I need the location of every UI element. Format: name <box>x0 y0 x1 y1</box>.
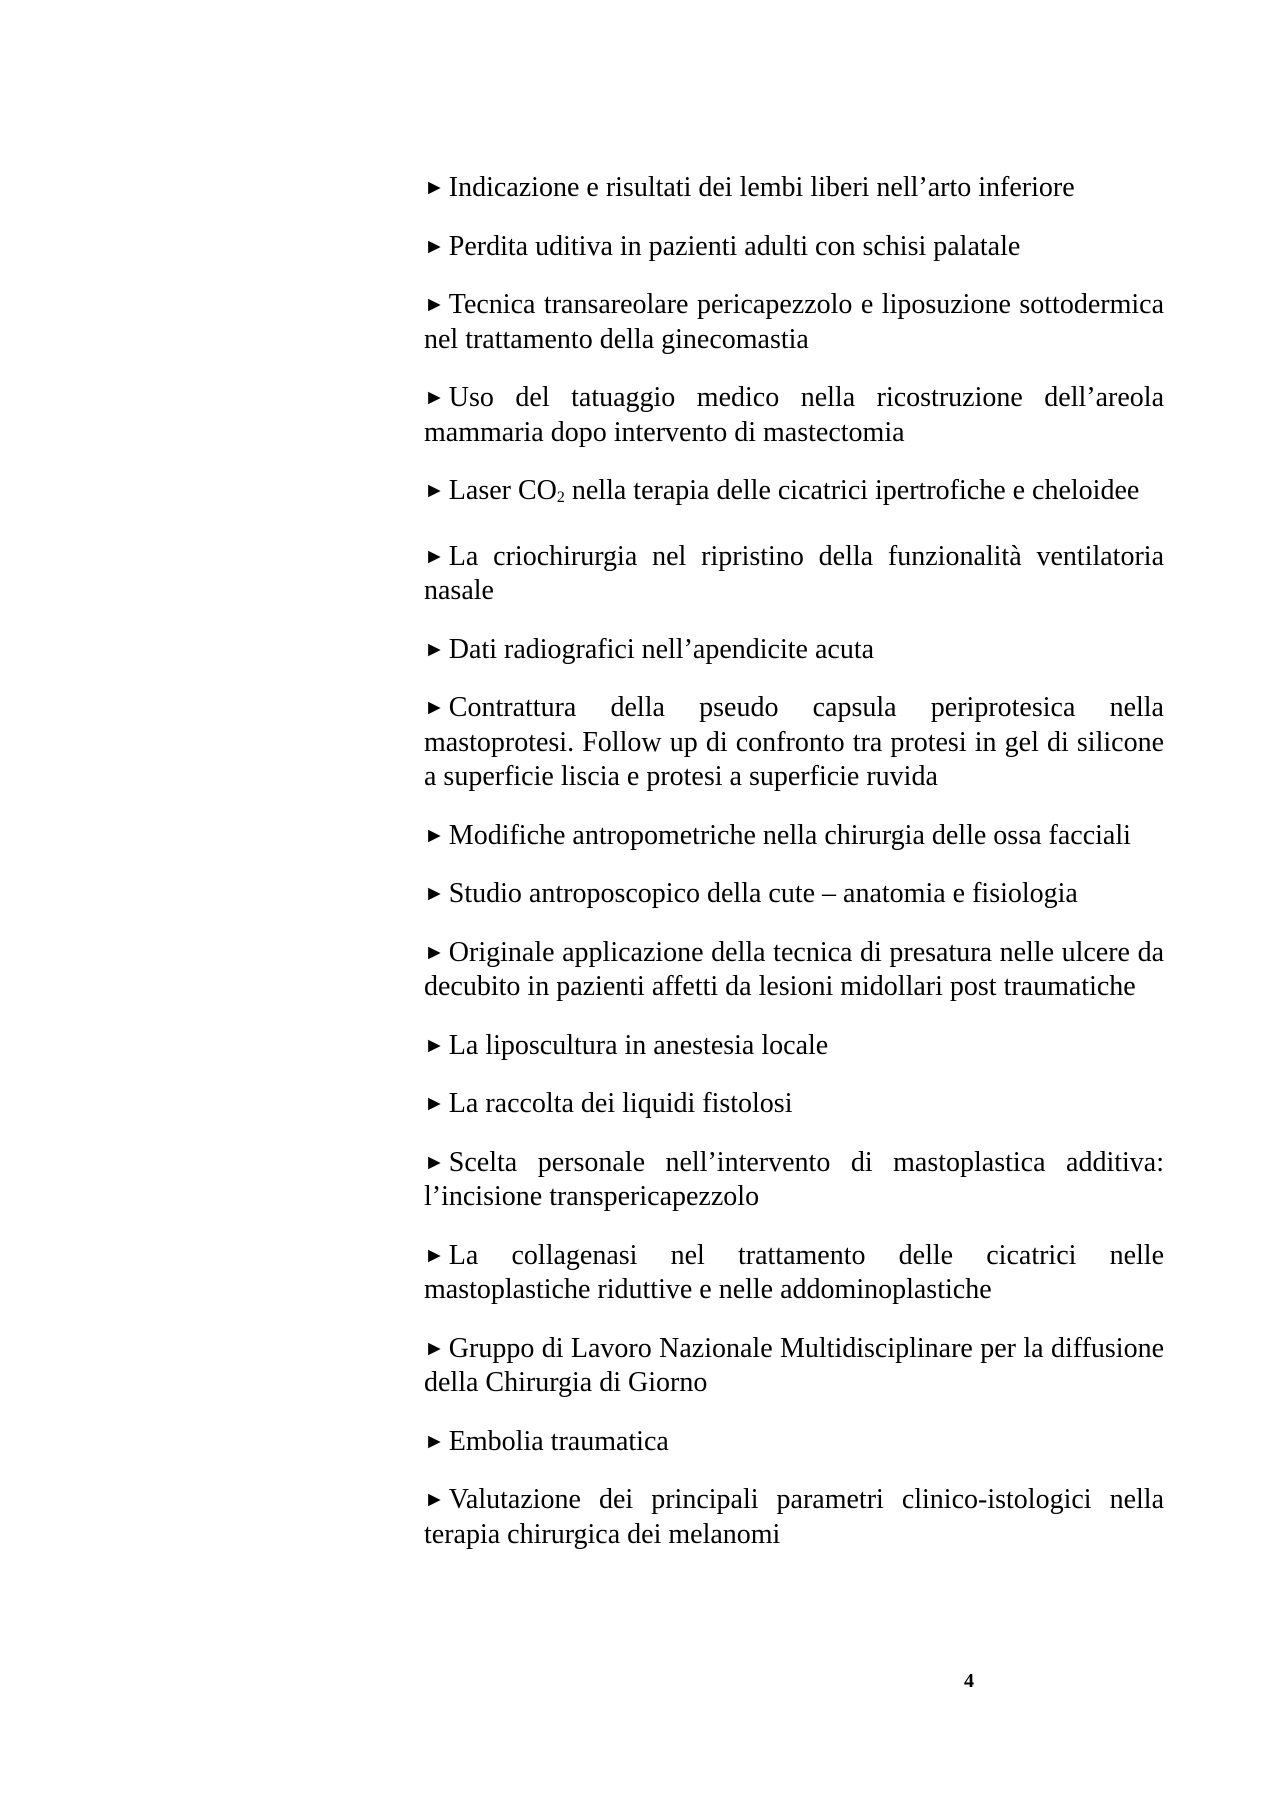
triangle-bullet-icon: ► <box>424 385 445 409</box>
list-item <box>424 1331 1164 1401</box>
list-item <box>424 1424 1164 1460</box>
list-item <box>424 876 1164 912</box>
list-item-text: Scelta personale nell’intervento di mastoplastica additiva: l’incisione transpericapezzolo <box>424 1146 1164 1212</box>
list-item-text: La liposcultura in anestesia locale <box>448 1029 829 1061</box>
triangle-bullet-icon: ► <box>424 636 445 661</box>
list-item <box>424 539 1164 609</box>
list-item-text: La raccolta dei liquidi fistolosi <box>448 1088 793 1119</box>
list-item <box>424 690 1164 795</box>
triangle-bullet-icon: ► <box>424 175 445 199</box>
list-item-text: Gruppo di Lavoro Nazionale Multidisciplinare per la diffusione della Chirurgia di Giorno <box>424 1332 1164 1398</box>
list-item-text: Laser CO <box>448 475 557 506</box>
list-item <box>424 935 1164 1005</box>
triangle-bullet-icon: ► <box>424 1335 445 1360</box>
subscript-text: 2 <box>556 489 565 506</box>
triangle-bullet-icon: ► <box>424 1242 445 1267</box>
list-item <box>424 473 1164 516</box>
triangle-bullet-icon: ► <box>424 1487 445 1511</box>
triangle-bullet-icon: ► <box>424 1428 445 1453</box>
list-item <box>424 287 1164 357</box>
list-item-text: nella terapia delle cicatrici ipertrofiche e cheloidee <box>564 475 1140 506</box>
triangle-bullet-icon: ► <box>424 1149 445 1174</box>
triangle-bullet-icon: ► <box>424 939 445 964</box>
list-item-text: Perdita uditiva in pazienti adulti con schisi palatale <box>448 230 1021 262</box>
list-item <box>424 380 1164 450</box>
triangle-bullet-icon: ► <box>424 1091 445 1115</box>
list-item <box>424 170 1164 206</box>
list-item-text: Uso del tatuaggio medico nella ricostruzione dell’areola mammaria dopo intervento di mastectomia <box>424 382 1164 448</box>
list-item <box>424 1145 1164 1215</box>
list-item-text: Studio antroposcopico della cute – anatomia e fisiologia <box>448 878 1078 909</box>
list-item <box>424 1482 1164 1552</box>
triangle-bullet-icon: ► <box>424 695 445 719</box>
triangle-bullet-icon: ► <box>424 881 445 905</box>
list-item-text: Contrattura della pseudo capsula periprotesica nella mastoprotesi. Follow up di confronto tra protesi in gel di silicone a superficie liscia e protesi a superficie ruvida <box>424 692 1164 792</box>
list-item <box>424 1028 1164 1064</box>
triangle-bullet-icon: ► <box>424 478 445 502</box>
list-item-text: Tecnica transareolare pericapezzolo e liposuzione sottodermica nel trattamento della ginecomastia <box>424 289 1164 355</box>
page-number: 4 <box>964 1670 974 1692</box>
list-item <box>424 632 1164 668</box>
list-item <box>424 818 1164 854</box>
list-item-text: Valutazione dei principali parametri clinico-istologici nella terapia chirurgica dei melanomi <box>424 1484 1164 1550</box>
list-item <box>424 1238 1164 1308</box>
list-item-text: La criochirurgia nel ripristino della funzionalità ventilatoria nasale <box>424 540 1164 606</box>
list-item <box>424 1086 1164 1122</box>
list-item-text: Modifiche antropometriche nella chirurgia delle ossa facciali <box>448 819 1131 851</box>
triangle-bullet-icon: ► <box>424 1032 445 1057</box>
list-item-text: Embolia traumatica <box>448 1425 669 1457</box>
topic-list <box>424 170 1164 1575</box>
triangle-bullet-icon: ► <box>424 822 445 847</box>
list-item-text: Dati radiografici nell’apendicite acuta <box>448 633 875 665</box>
triangle-bullet-icon: ► <box>424 233 445 258</box>
list-item <box>424 229 1164 265</box>
list-item-text: Indicazione e risultati dei lembi liberi nell’arto inferiore <box>448 172 1075 203</box>
triangle-bullet-icon: ► <box>424 543 445 568</box>
triangle-bullet-icon: ► <box>424 292 445 316</box>
list-item-text: La collagenasi nel trattamento delle cicatrici nelle mastoplastiche riduttive e nelle addominoplastiche <box>424 1239 1164 1305</box>
list-item-text: Originale applicazione della tecnica di presatura nelle ulcere da decubito in pazienti affetti da lesioni midollari post traumatiche <box>424 936 1164 1002</box>
